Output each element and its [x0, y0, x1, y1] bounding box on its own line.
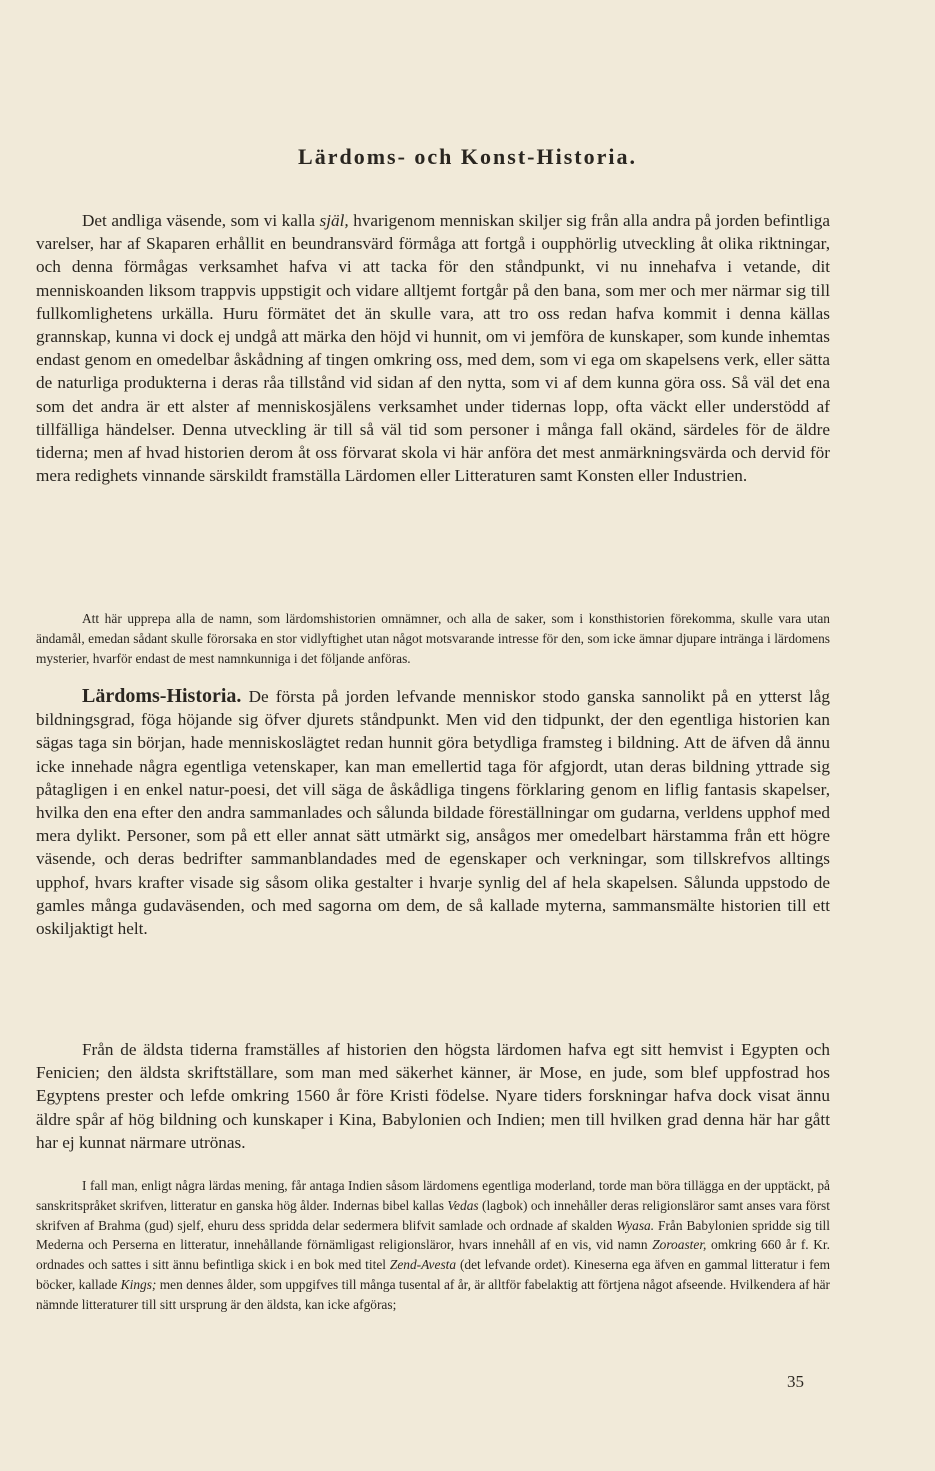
term-vedas: Vedas [447, 1197, 479, 1213]
term-wyasa: Wyasa. [616, 1217, 655, 1233]
footnote-2 [36, 1176, 830, 1315]
page-number: 35 [787, 1372, 804, 1391]
footnote-2-part-3: Från Babylonien spridde sig till Mederna och Perserna en litteratur, innehållande förnämligast religionsläror, hvars innehåll af en vis, vid namn [36, 1217, 830, 1253]
intro-block [36, 209, 830, 487]
footnote-1: Att här upprepa alla de namn, som lärdomshistorien omnämner, och alla de saker, som i konsthistorien förekomma, skulle vara utan ändamål, emedan sådant skulle förorsaka en stor vidlyftighet utan något motsvarande intresse för den, som icke ämnar djupare inträngа i lärdomens mysterier, hvarför endast de mest namnkunniga i det följande anföras. [36, 611, 830, 666]
footnote-2-part-4: omkring 660 år f. Kr. ordnades och sattes i sitt ännu befintliga skick i en bok med titel [36, 1237, 831, 1273]
term-zoroaster: Zoroaster, [652, 1237, 707, 1253]
footnote-2-part-1: I fall man, enligt några lärdas mening, får antaga Indien såsom lärdomens egentliga moderland, torde man böra tillägga en der upptäckt, på sanskritspråket skrifven, litteratur en ganska hög ålder. Indernas bibel kallas [36, 1178, 830, 1213]
history-block [36, 1038, 830, 1154]
paragraph-intro-rest: hvarigenom menniskan skiljer sig från alla andra på jorden befintliga varelser, har af Skaparen erhållit en beundransvärd förmåga att fortgå i oupphörlig utveckling åt olika riktningar, och denna förmågas verksamhet hafva vi att tacka för den ståndpunkt, vi nu innehafva i vetande, dit menniskoanden liksom trappvis uppstigit och vidare alltjemt fortgår på den bana, som mer och mer närmar sig till fullkomlighetens urkälla. Huru förmätet det än skulle vara, att tro oss redan hafva kommit i denna källas grannskap, kunna vi dock ej undgå att märka den höjd vi hunnit, om vi jemföra de kunskaper, som kunde inhemtas endast genom en omedelbar åskådning af tingen omkring oss, med dem, som vi ega om skapelsens verk, eller sätta de naturliga produkterna i deras råa tillstånd vid sidan af den nytta, som vi af dem kunna göra oss. Så väl det ena som det andra är ett alster af menniskosjälens verksamhet under tidernas lopp, ofta väckt eller understödd af tillfälliga händelser. Denna utveckling är till så väl tid som personer i många fall okänd, särdeles för de äldre tiderna; men af hvad historien derom åt oss förvarat skola vi här anföra det mest anmärkningsvärda och dervid för mera redighets vinnande särskildt framställa Lärdomen eller Litteraturen samt Konsten eller Industrien. [36, 211, 831, 486]
term-kings: Kings; [120, 1276, 157, 1292]
footnote-2-part-5: (det lefvande ordet). Kineserna ega äfven en gammal litteratur i fem böcker, kallade [36, 1257, 830, 1292]
page-title: Lärdoms- och Konst-Historia. [298, 144, 637, 169]
paragraph-lardoms-historia [36, 685, 830, 940]
emphasis-själ: själ, [319, 211, 349, 230]
lardoms-section [36, 685, 830, 940]
section-heading: Lärdoms-Historia. [82, 685, 242, 707]
footnote-2-part-6: men dennes ålder, som uppgifves till många tusental af år, är alltför fabelaktig att förtjena något afseende. Hvilkendera af här nämnde litteraturer till sitt ursprung är den äldsta, kan icke afgöras; [36, 1276, 831, 1312]
term-zend-avesta: Zend-Avesta [389, 1257, 457, 1273]
footnote-block-2 [36, 1176, 830, 1315]
paragraph-egypten: Från de äldsta tiderna framställes af historien den högsta lärdomen hafva egt sitt hemvist i Egypten och Fenicien; den äldsta skriftställare, som man med säkerhet känner, är Mose, en jude, som blef uppfostrad hos Egyptens prester och lefde omkring 1560 år före Kristi födelse. Nyare tiders forskningar hafva dock visat ännu äldre spår af hög bildning och kunskaper i Kina, Babylonien och Indien; men till hvilken grad denna här har gått har ej kunnat närmare utrönas. [36, 1040, 830, 1152]
paragraph-lardoms-text: De första på jorden lefvande menniskor stodo ganska sannolikt på en ytterst låg bildningsgrad, föga höjande sig öfver djurets ståndpunkt. Men vid den tidpunkt, der den egentliga historien kan sägas taga sin början, hade menniskoslägtet redan hunnit göra betydliga framsteg i bildning. Att de äfven då ännu icke innehade några egentliga vetenskaper, kan man emellertid taga för afgjordt, utan deras bildning yttrade sig påtagligen i en enkel natur-poesi, det vill säga de åskådliga tingens förklaring genom en liflig fantasis skapelser, hvilka den ena efter den andra sammanlades och sålunda bildade föreställningar om gudarna, verldens upphof med mera dylikt. Personer, som på ett eller annat sätt utmärkt sig, ansågos mer omedelbart härstamma från ett högre väsende, och deras bedrifter sammanblandades med de egenskaper och verkningar, som tillskrefvos alltings upphof, hvars krafter visade sig såsom olika gestalter i hvarje synlig del af hela skapelsen. Sålunda uppstodo de gamles många gudaväsenden, och med sagorna om dem, de så kallade myterna, sammansmälte historien till ett oskiljaktigt helt. [36, 687, 830, 939]
paragraph-intro [36, 209, 830, 487]
paragraph-intro-start: Det andliga väsende, som vi kalla [82, 211, 320, 230]
footnote-block-1 [36, 609, 830, 668]
footnote-2-part-2: (lagbok) och innehåller deras religionsläror samt anses vara först skrifven af Brahma (gud) sjelf, ehuru dess spridda delar sedermera blifvit samlade och ordnade af skalden [36, 1197, 830, 1233]
